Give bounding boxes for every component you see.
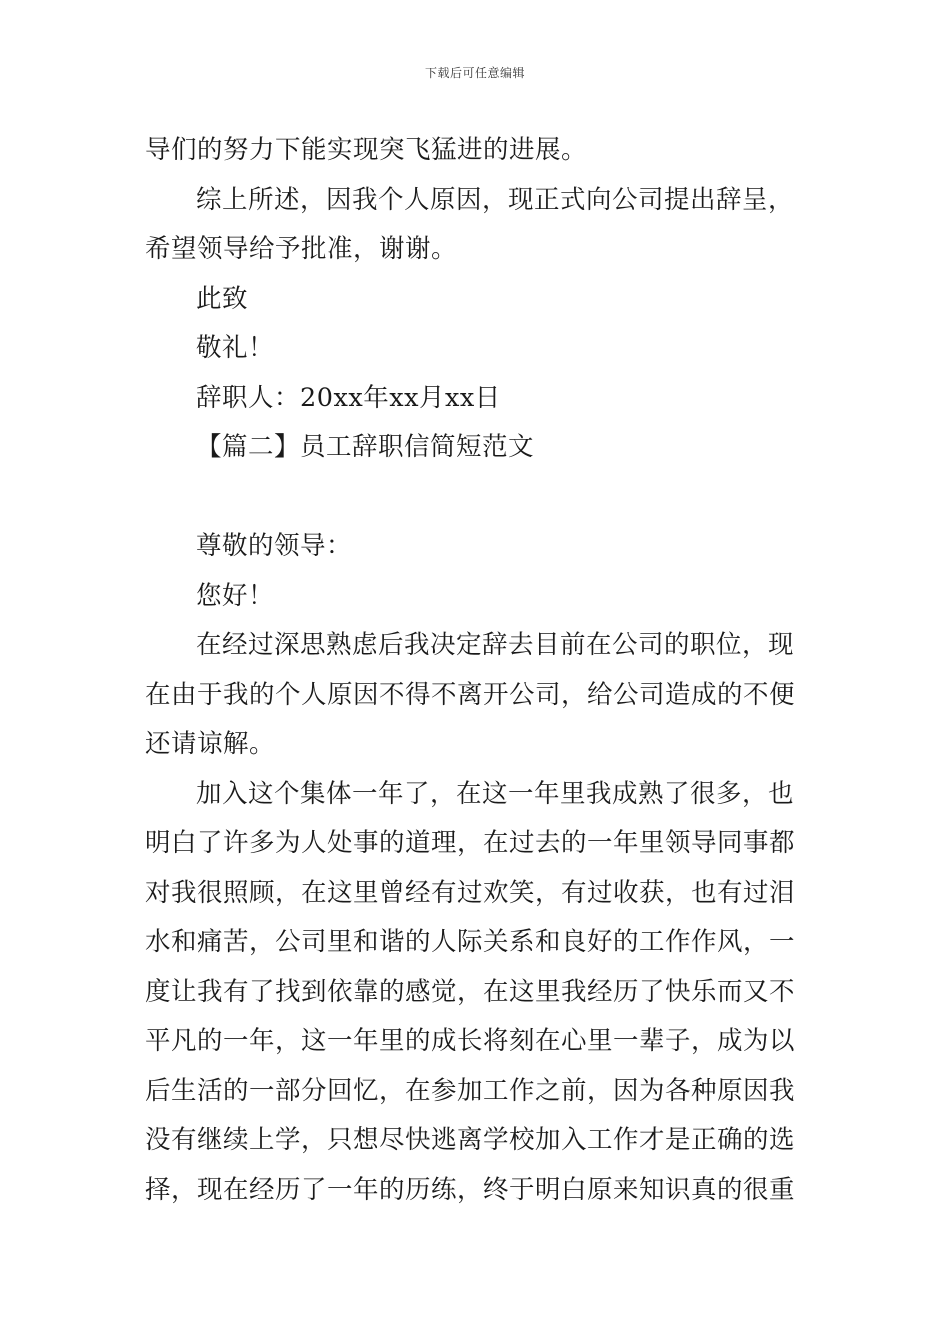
document-body [145,126,810,1215]
body-line-19: 平凡的一年，这一年里的成长将刻在心里一辈子，成为以 [145,1026,796,1056]
body-line-2: 综上所述，因我个人原因，现正式向公司提出辞呈， [196,184,795,215]
blank-line [145,473,810,523]
body-line-22: 择，现在经历了一年的历练，终于明白原来知识真的很重 [145,1174,796,1205]
hello-line: 您好！ [196,580,275,611]
closing-regards: 敬礼！ [196,333,275,363]
body-line-14: 加入这个集体一年了，在这一年里我成熟了很多，也 [196,778,795,809]
signature-line: 辞职人：20xx年xx月xx日 [196,382,501,413]
body-line-3: 希望领导给予批准，谢谢。 [145,234,458,264]
greeting-line: 尊敬的领导： [196,531,353,561]
closing-salutation: 此致 [196,283,249,314]
section-title: 【篇二】员工辞职信简短范文 [196,432,535,462]
page-header: 下载后可任意编辑 [424,66,525,80]
body-line-21: 没有继续上学，只想尽快逃离学校加入工作才是正确的选 [145,1125,796,1155]
body-line-1: 导们的努力下能实现突飞猛进的进展。 [145,135,588,165]
body-line-15: 明白了许多为人处事的道理，在过去的一年里领导同事都 [145,828,796,858]
body-line-16: 对我很照顾，在这里曾经有过欢笑，有过收获，也有过泪 [145,877,796,908]
body-line-12: 在由于我的个人原因不得不离开公司，给公司造成的不便 [145,679,796,710]
body-line-13: 还请谅解。 [145,729,276,759]
body-line-11: 在经过深思熟虑后我决定辞去目前在公司的职位，现 [196,630,795,660]
body-line-20: 后生活的一部分回忆，在参加工作之前，因为各种原因我 [145,1075,796,1106]
body-line-17: 水和痛苦，公司里和谐的人际关系和良好的工作作风，一 [145,927,796,957]
body-line-18: 度让我有了找到依靠的感觉，在这里我经历了快乐而又不 [145,976,796,1007]
